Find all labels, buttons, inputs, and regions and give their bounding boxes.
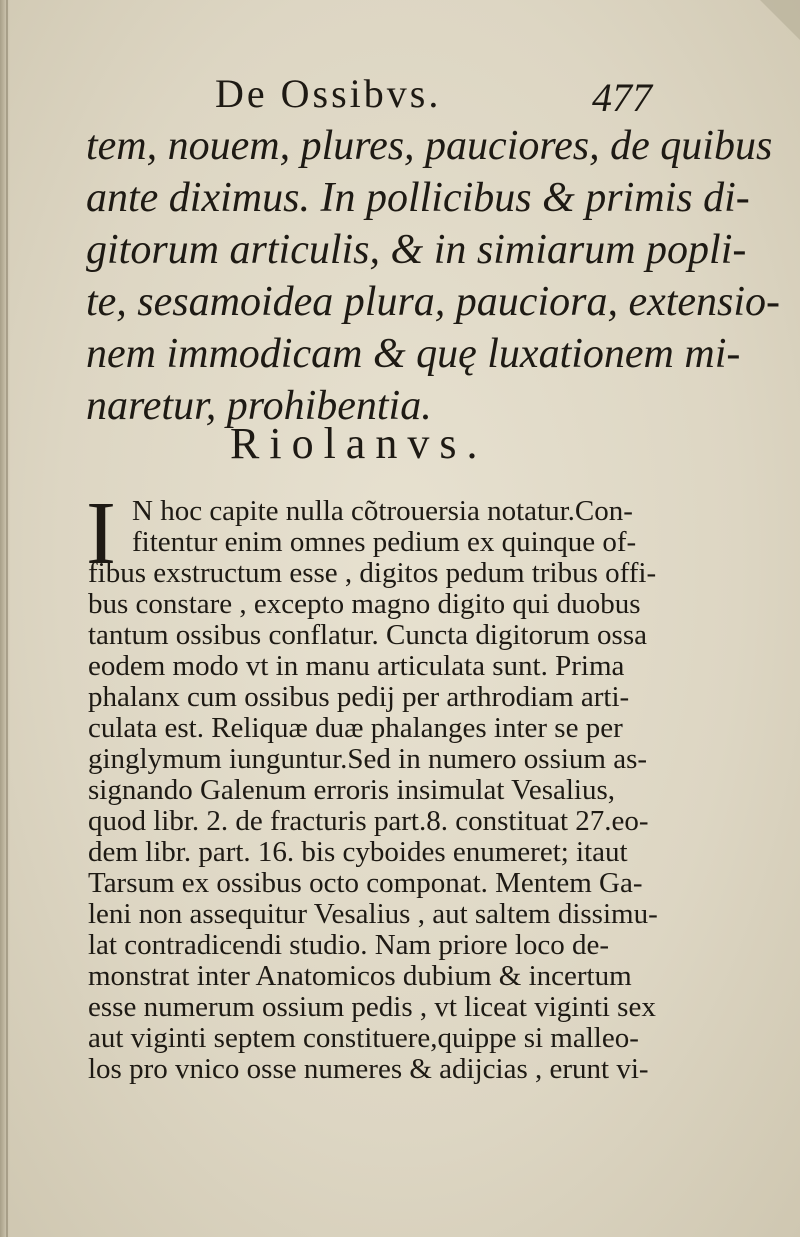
italic-line: nem immodicam & quę luxationem mi- [86, 331, 741, 377]
drop-cap-initial: I [86, 484, 116, 583]
italic-line: ante diximus. In pollicibus & primis di- [86, 175, 750, 221]
body-line: dem libr. part. 16. bis cyboides enumeret; itaut [88, 836, 628, 868]
body-line: fibus exstructum esse , digitos pedum tribus offi- [88, 557, 657, 589]
body-line: leni non assequitur Vesalius , aut saltem dissimu- [88, 898, 658, 930]
body-line: ginglymum iunguntur.Sed in numero ossium as- [88, 743, 648, 775]
italic-line: te, sesamoidea plura, pauciora, extensio- [86, 279, 781, 325]
body-line: signando Galenum erroris insimulat Vesalius, [88, 774, 616, 806]
page-corner-fold [760, 0, 800, 40]
page-edge-line [6, 0, 8, 1237]
body-line: eodem modo vt in manu articulata sunt. Prima [88, 650, 625, 682]
body-line: N hoc capite nulla cõtrouersia notatur.Con- [132, 495, 633, 527]
body-line: quod libr. 2. de fracturis part.8. constituat 27.eo- [88, 805, 649, 837]
body-line: tantum ossibus conflatur. Cuncta digitorum ossa [88, 619, 648, 651]
body-line: culata est. Reliquæ duæ phalanges inter se per [88, 712, 623, 744]
page-spine-shadow [0, 0, 10, 1237]
body-line: bus constare , excepto magno digito qui duobus [88, 588, 641, 620]
body-line: phalanx cum ossibus pedij per arthrodiam arti- [88, 681, 630, 713]
body-line: fitentur enim omnes pedium ex quinque of- [132, 526, 637, 558]
body-line: esse numerum ossium pedis , vt liceat viginti sex [88, 991, 656, 1023]
body-line: monstrat inter Anatomicos dubium & incertum [88, 960, 632, 992]
body-line: Tarsum ex ossibus octo componat. Mentem Ga- [88, 867, 643, 899]
page-number: 477 [592, 75, 652, 120]
italic-line: tem, nouem, plures, pauciores, de quibus [86, 123, 773, 169]
italic-line: naretur, prohibentia. [86, 383, 432, 429]
body-line: los pro vnico osse numeres & adijcias , erunt vi- [88, 1053, 649, 1085]
section-heading: Riolanvs. [230, 419, 488, 468]
body-line: lat contradicendi studio. Nam priore loco de- [88, 929, 610, 961]
running-title: De Ossibvs. [215, 71, 442, 116]
italic-paragraph [86, 120, 781, 432]
italic-line: gitorum articulis, & in simiarum popli- [86, 227, 747, 273]
body-paragraph [86, 484, 688, 1085]
body-line: aut viginti septem constituere,quippe si malleo- [88, 1022, 639, 1054]
